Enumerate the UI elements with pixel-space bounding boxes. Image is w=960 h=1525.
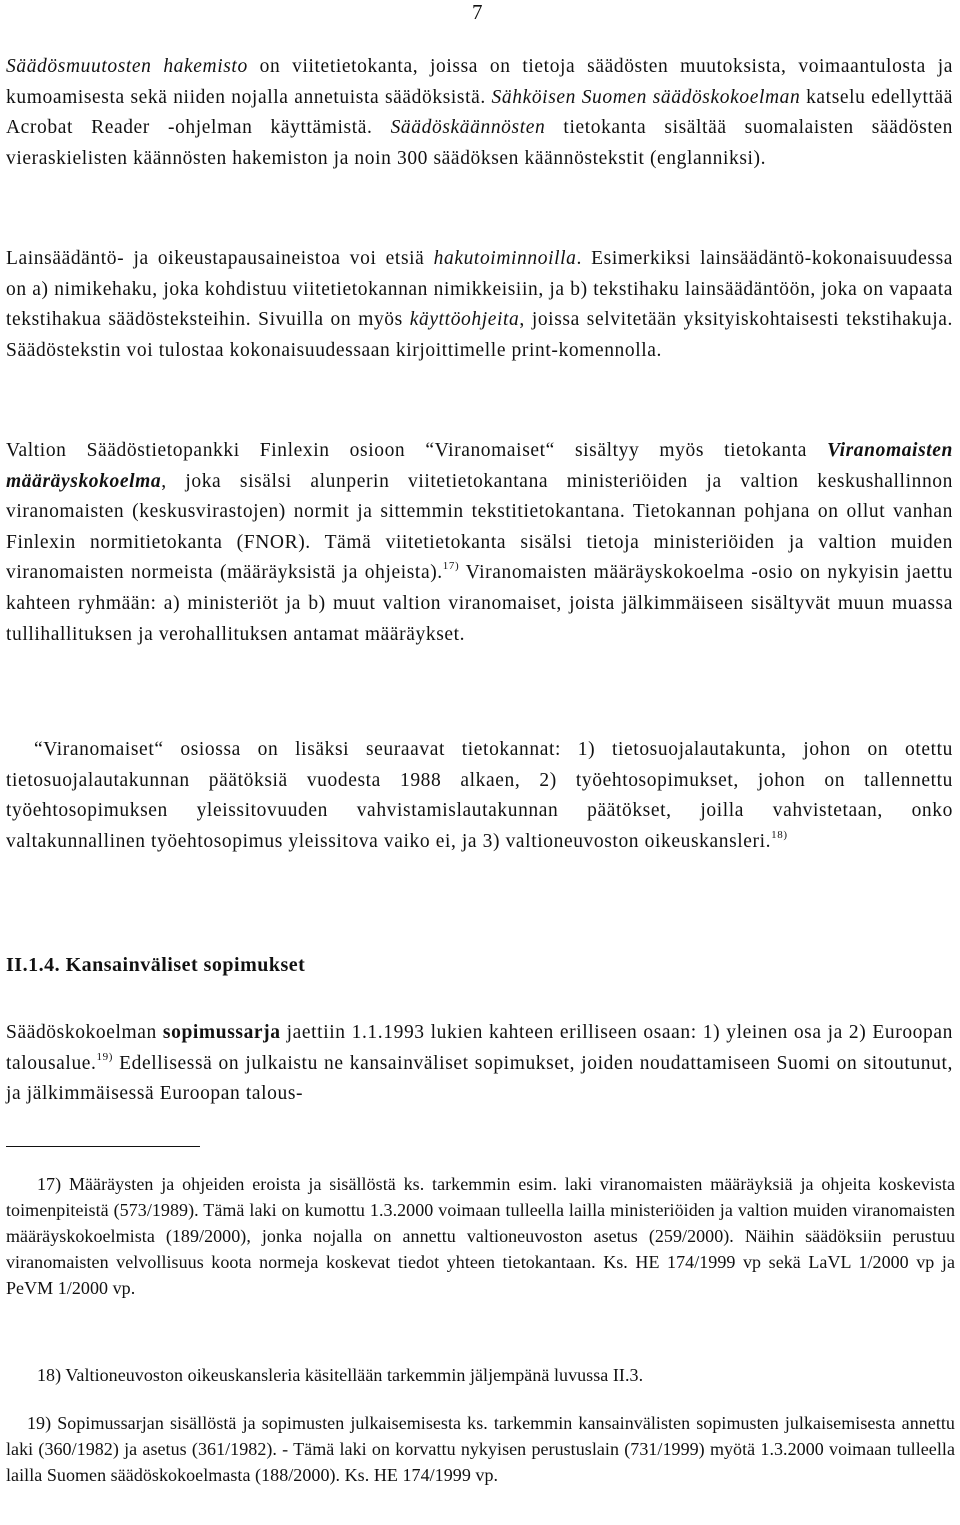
section-heading: II.1.4. Kansainväliset sopimukset (6, 954, 306, 976)
paragraph-text: “Viranomaiset“ osiossa on lisäksi seuraavat tietokannat: 1) tietosuojalautakunta, johon on otettu tietosuojalautakunnan päätöksiä vuodesta 1988 alkaen, 2) työehtosopimukset, johon on tallennettu työehtosopimuksen yleissitovuuden vahvistamislautakunnan päätökset, joilla vahvistetaan, onko valtakunnallinen työehtosopimus yleissitova vaiko ei, ja 3) valtioneuvoston oikeuskansleri. (6, 739, 953, 852)
footnote-ref: 18) (771, 828, 788, 841)
footnote-ref: 17) (442, 560, 460, 573)
page-number: 7 (472, 0, 483, 24)
paragraph-text: Valtion Säädöstietopankki Finlexin osioon “Viranomaiset“ sisältyy myös tietokanta (6, 440, 828, 461)
paragraph-text: , joissa selvitetään yksityiskohtaisesti tekstihakuja. Säädöstekstin voi tulostaa kokonaisuudessaan kirjoittimelle print-komennolla. (6, 309, 953, 361)
paragraph-text: Säädöskokoelman (6, 1022, 163, 1043)
paragraph-authority-databases (6, 735, 953, 857)
emphasis-term: käyttöohjeita (409, 309, 520, 331)
emphasis-term: Sähköisen Suomen säädöskokoelman (491, 86, 801, 108)
paragraph-text: katselu edellyttää Acrobat Reader -ohjelman käyttämistä. (6, 86, 953, 139)
paragraph-databases (6, 52, 953, 174)
paragraph-text: jaettiin 1.1.1993 lukien kahteen erilliseen osaan: 1) yleinen osa ja 2) Euroopan talousalue. (6, 1022, 953, 1074)
paragraph-search (6, 244, 953, 366)
emphasis-term: Säädösmuutosten hakemisto (6, 56, 248, 77)
footnote-divider (6, 1146, 200, 1147)
paragraph-authorities (6, 436, 953, 650)
footnote-17: 17) Määräysten ja ohjeiden eroista ja sisällöstä ks. tarkemmin esim. laki viranomaisten määräyksiä ja ohjeita koskevista toimenpiteistä (573/1989). Tämä laki on kumottu 1.3.2000 voimaan tulleella lailla ministeriöiden ja valtion muiden viranomaisten määräyskokoelmista (189/2000), jonka nojalla on annettu valtioneuvoston asetus (259/2000). Näihin säädöksiin perustuu viranomaisten velvollisuus koota normeja koskevat tiedot yhteen tietokantaan. Ks. HE 174/1999 vp sekä LaVL 1/2000 vp ja PeVM 1/2000 vp. (6, 1174, 955, 1298)
paragraph-text: . Esimerkiksi lainsäädäntö-kokonaisuudessa on a) nimikehaku, joka kohdistuu viitetietokannan nimikkeisiin, ja b) tekstihaku lainsäädäntöön, joka on vapaata tekstihakua säädösteksteihin. Sivuilla on myös (6, 248, 954, 331)
footnote-19: 19) Sopimussarjan sisällöstä ja sopimusten julkaisemisesta ks. tarkemmin kansainvälisten sopimusten julkaisemisesta annettu laki (360/1982) ja asetus (361/1982). - Tämä laki on korvattu nykyisen perustuslain (731/1999) myötä 1.3.2000 voimaan tulleella lailla Suomen säädöskokoelmasta (188/2000). Ks. HE 174/1999 vp. (6, 1413, 955, 1485)
bold-term: sopimussarja (162, 1022, 281, 1043)
emphasis-term: Säädöskäännösten (390, 117, 546, 139)
paragraph-text: on viitetietokanta, joissa on tietoja säädösten muutoksista, voimaantulosta ja kumoamisesta sekä niiden nojalla annetuista säädöksistä. (6, 56, 953, 108)
paragraph-text: tietokanta sisältää suomalaisten säädösten vieraskielisten käännösten hakemiston ja noin 300 säädöksen käännöstekstit (englanniksi). (6, 117, 953, 169)
footnote-18: 18) Valtioneuvoston oikeuskansleria käsitellään tarkemmin jäljempänä luvussa II.3. (37, 1365, 644, 1385)
paragraph-treaties (6, 1018, 953, 1110)
emphasis-term-inner: Viranomaisten määräyskokoelma (6, 440, 953, 492)
emphasis-term: hakutoiminnoilla (433, 248, 577, 269)
footnote-ref: 19) (96, 1050, 114, 1063)
paragraph-text: , joka sisälsi alunperin viitetietokantana ministeriöiden ja valtion keskushallinnon viranomaisten (keskusvirastojen) normit ja sittemmin tekstitietokantana. Tietokannan pohjana on ollut vanhan Finlexin normitietokanta (FNOR). Tämä viitetietokanta sisälsi tietoja ministeriöiden ja valtion muiden viranomaisten normeista (määräyksistä ja ohjeista). (6, 470, 953, 584)
paragraph-text: Viranomaisten määräyskokoelma -osio on nykyisin jaettu kahteen ryhmään: a) ministeriöt ja b) muut valtion viranomaiset, joista jälkimmäiseen sisältyvät muun muassa tullihallituksen ja verohallituksen antamat määräykset. (6, 562, 953, 645)
paragraph-text: Lainsäädäntö- ja oikeustapausaineistoa voi etsiä (6, 248, 434, 269)
paragraph-text: Edellisessä on julkaistu ne kansainväliset sopimukset, joiden noudattamiseen Suomi on sitoutunut, ja jälkimmäisessä Euroopan talous- (6, 1052, 953, 1105)
